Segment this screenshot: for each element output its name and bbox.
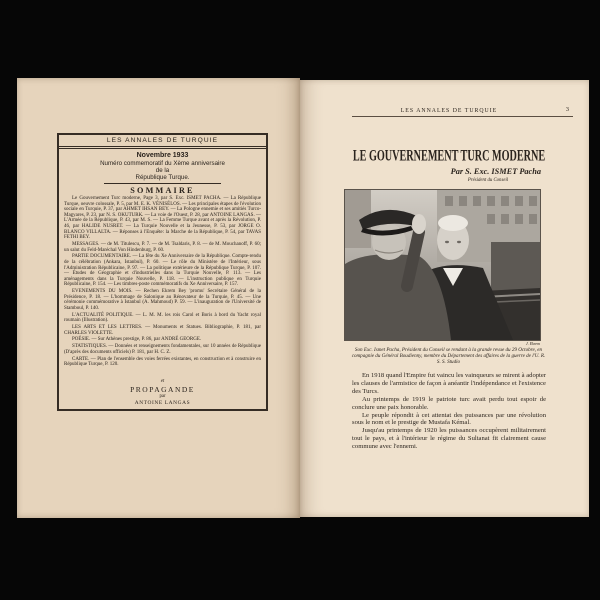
summary-box [57,133,268,411]
issue-subtitle-line-1: Numéro commemoratif du Xème anniversaire [100,160,225,167]
propaganda-title: PROPAGANDE [130,385,195,394]
article-paragraph: Jusqu'au printemps de 1920 les puissances occupèrent militairement tout le pays, et à l'intérieur le régime du Sultanat fit clairement cause commune avec l'ennemi. [352,427,546,451]
propaganda-conjunction: et [160,379,165,384]
article-paragraph: En 1918 quand l'Empire fut vaincu les vainqueurs se mirent à adopter les clauses de l'armistice de façon à anéantir l'indépendance et l'existence des Turcs. [352,372,546,395]
photo-credit: J. Ekrem [525,341,540,346]
photo-caption: Son Exc. Ismet Pacha, Président du Conseil se rendant à la grande revue du 29 Octobre, en compagnie du Général Boudienny, membre du Département des affaires de la guerre de l'U. R. S. S. Studio [351,347,546,365]
contents-entry-events: EVENEMENTS DU MOIS. — Rechen Ekrem Bey 'promu' Secrétaire Général de la Présidence, P. 18. — L'hommage de Salonique au Rénovateur de la Turquie, P. 45. — Une cérémonie commémorative à Istanbul (A. Mahmoud) P. 59. — L'inauguration de l'Université de Stamboul, P. 140. [64,289,261,311]
article-byline: Par S. Exc. ISMET Pacha [450,167,541,176]
propaganda-block [64,376,261,406]
contents-entry-poetry: POÉSIE. — Sur Athènes prestige, P. 86, par ANDRÉ GEORGE. [72,337,202,343]
article-paragraph: Le peuple répondit à cet attentat des puissances par une révolution sous le nom et le prestige de Mustafa Kémal. [352,411,546,427]
contents-entry-map: CARTE. — Plan de l'ensemble des voies ferrées existantes, en construction et à construire en République Turque, P. 120. [64,356,261,368]
contents-entry-messages: MESSAGES. — de M. Titulescu, P. 7. — de M. Tsaldaris, P. 8. — de M. Mouchanoff, P. 60; un salut du Feld-Maréchal Von Hindenburg, P. 60. [64,241,261,253]
issue-subtitle-line-3: République Turque. [135,174,190,181]
photo-ismet-pacha [345,190,540,340]
propaganda-author: ANTOINE LANGAS [134,399,191,406]
double-rule-divider [59,146,266,149]
contents-heading: SOMMAIRE [130,186,195,195]
contents-entry-articles: Le Gouvernement Turc moderne, Page 3, par S. Exc. ISMET PACHA. — La République Turque, oeuvre colossale, P. 5, par M. E. K. VÉNISÉLOS. — Les principales étapes de l'évolution sociale en Turquie, P. 37, par AHMET IHSAN BEY. — La Pologne ennemie et ses amitiés Turco-Magyares, P. 23, par N. S. OKUTURK. — La voie de l'Ouest, P. 28, par ANTOINE LANGAS. — L'Armée de la République, P. 43, par M. S. — La Femme Turque avant et après la Révolution, P. 46, par HALIDE NUSRET. — La Turquie Nouvelle et la Jeunesse, P. 53, par JORGE O. BLANCO VILLALTA. — Réponses à l'Enquête: la Marche de la République, P. 54, par TAVAS FETHI BEY. [64,196,261,241]
contents-list [64,196,261,369]
author-role: Président du Conseil [467,178,509,183]
propaganda-by: par [159,394,166,399]
running-head [352,106,573,117]
contents-entry-politics: L'ACTUALITÉ POLITIQUE. — L. M. M. les rois Carol et Boris à bord du Yacht royal roumain (Illustration). [64,312,261,324]
contents-entry-arts: LES ARTS ET LES LETTRES. — Monuments et Statues. Bibliographie, P. 181, par CHARLES VIOLETTE. [64,325,261,336]
contents-entry-statistics: STATISTIQUES. — Données et renseignements fondamentales, sur 10 années de République (D'après des documents officiels) P. 181, par H. C. Z. [64,344,261,355]
page-number: 3 [565,106,569,113]
running-head-title: LES ANNALES DE TURQUIE [400,108,498,114]
article-title: LE GOUVERNEMENT TURC MODERNE [352,148,546,166]
contents-entry-documentary: PARTIE DOCUMENTAIRE. — La fête du Xe Anniversaire de la République. Compte-rendu de la célébration (Ankara, Istanbul), P. 60. — Le rôle du Ministère de l'Intérieur, sous l'Administration Républicaine, P. 97. — La politique extérieure de la République Turque, P. 107. — Études de Géographie et d'industrielles dans la Turquie Nouvelle, P. 113. — Les aménagements dans la Turquie Nouvelle, P. 118. — L'instruction publique en Turquie Républicaine, P. 154. — Les timbres-poste commémoratifs du Xe Anniversaire, P. 157. [64,254,261,288]
article-body [352,372,546,451]
issue-subtitle-line-2: de la [155,167,170,174]
article-paragraph: Au printemps de 1919 le patriote turc avait perdu tout espoir de conclure une paix honorable. [352,395,546,411]
masthead: LES ANNALES DE TURQUIE [106,137,219,144]
thin-rule-divider [104,183,221,184]
issue-date: Novembre 1933 [136,152,189,159]
